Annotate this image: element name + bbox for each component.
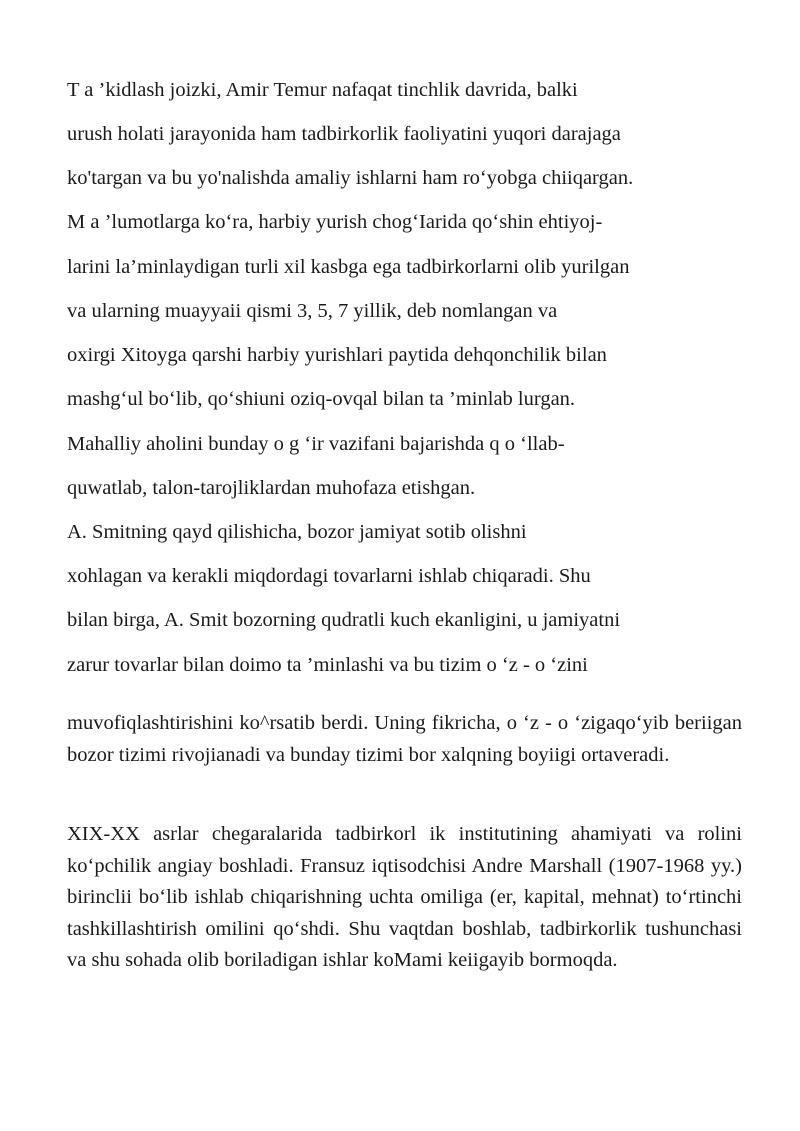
- paragraph-block-1: [67, 708, 742, 771]
- text-line: quwatlab, talon-tarojliklardan muhofaza etishgan.: [67, 477, 476, 499]
- paragraph: muvofiqlashtirishini ko^rsatib berdi. Uning fikricha, o ‘z - o ‘zigaqo‘yib beriigan bozor tizimi rivojianadi va bunday tizimi bor xalqning boyiigi ortaveradi.: [67, 712, 742, 766]
- text-line: larini la’minlaydigan turli xil kasbga ega tadbirkorlarni olib yurilgan: [67, 256, 630, 278]
- text-line: T a ’kidlash joizki, Amir Temur nafaqat tinchlik davrida, balki: [67, 79, 578, 101]
- text-line: M a ’lumotlarga ko‘ra, harbiy yurish chog‘Iarida qo‘shin ehtiyoj-: [67, 211, 603, 233]
- paragraph: XIX-XX asrlar chegaralarida tadbirkorl ik institutining ahamiyati va rolini ko‘pchilik angiay boshladi. Fransuz iqtisodchisi Andre Marshall (1907-1968 yy.) birinclii bo‘lib ishlab chiqarishning uchta omiliga (er, kapital, mehnat) to‘rtinchi tashkillashtirish omilini qo‘shdi. Shu vaqtdan boshlab, tadbirkorlik tushunchasi va shu sohada olib boriladigan ishlar koMami keiigayib bormoqda.: [67, 823, 742, 971]
- text-line: oxirgi Xitoyga qarshi harbiy yurishlari paytida dehqonchilik bilan: [67, 344, 607, 366]
- text-line: va ularning muayyaii qismi 3, 5, 7 yillik, deb nomlangan va: [67, 300, 558, 322]
- text-line: xohlagan va kerakli miqdordagi tovarlarni ishlab chiqaradi. Shu: [67, 565, 591, 587]
- text-line: Mahalliy aholini bunday o g ‘ir vazifani bajarishda q o ‘llab-: [67, 433, 565, 455]
- text-line: A. Smitning qayd qilishicha, bozor jamiyat sotib olishni: [67, 521, 527, 543]
- paragraph-block-2: [67, 819, 742, 977]
- text-line: ko'targan va bu yo'nalishda amaliy ishlarni ham ro‘yobga chiiqargan.: [67, 167, 634, 189]
- text-line: zarur tovarlar bilan doimo ta ’minlashi va bu tizim o ‘z - o ‘zini: [67, 654, 588, 676]
- text-line: mashg‘ul bo‘lib, qo‘shiuni oziq-ovqal bilan ta ’minlab lurgan.: [67, 388, 576, 410]
- text-line: urush holati jarayonida ham tadbirkorlik faoliyatini yuqori darajaga: [67, 123, 621, 145]
- text-line: bilan birga, A. Smit bozorning qudratli kuch ekanligini, u jamiyatni: [67, 609, 621, 631]
